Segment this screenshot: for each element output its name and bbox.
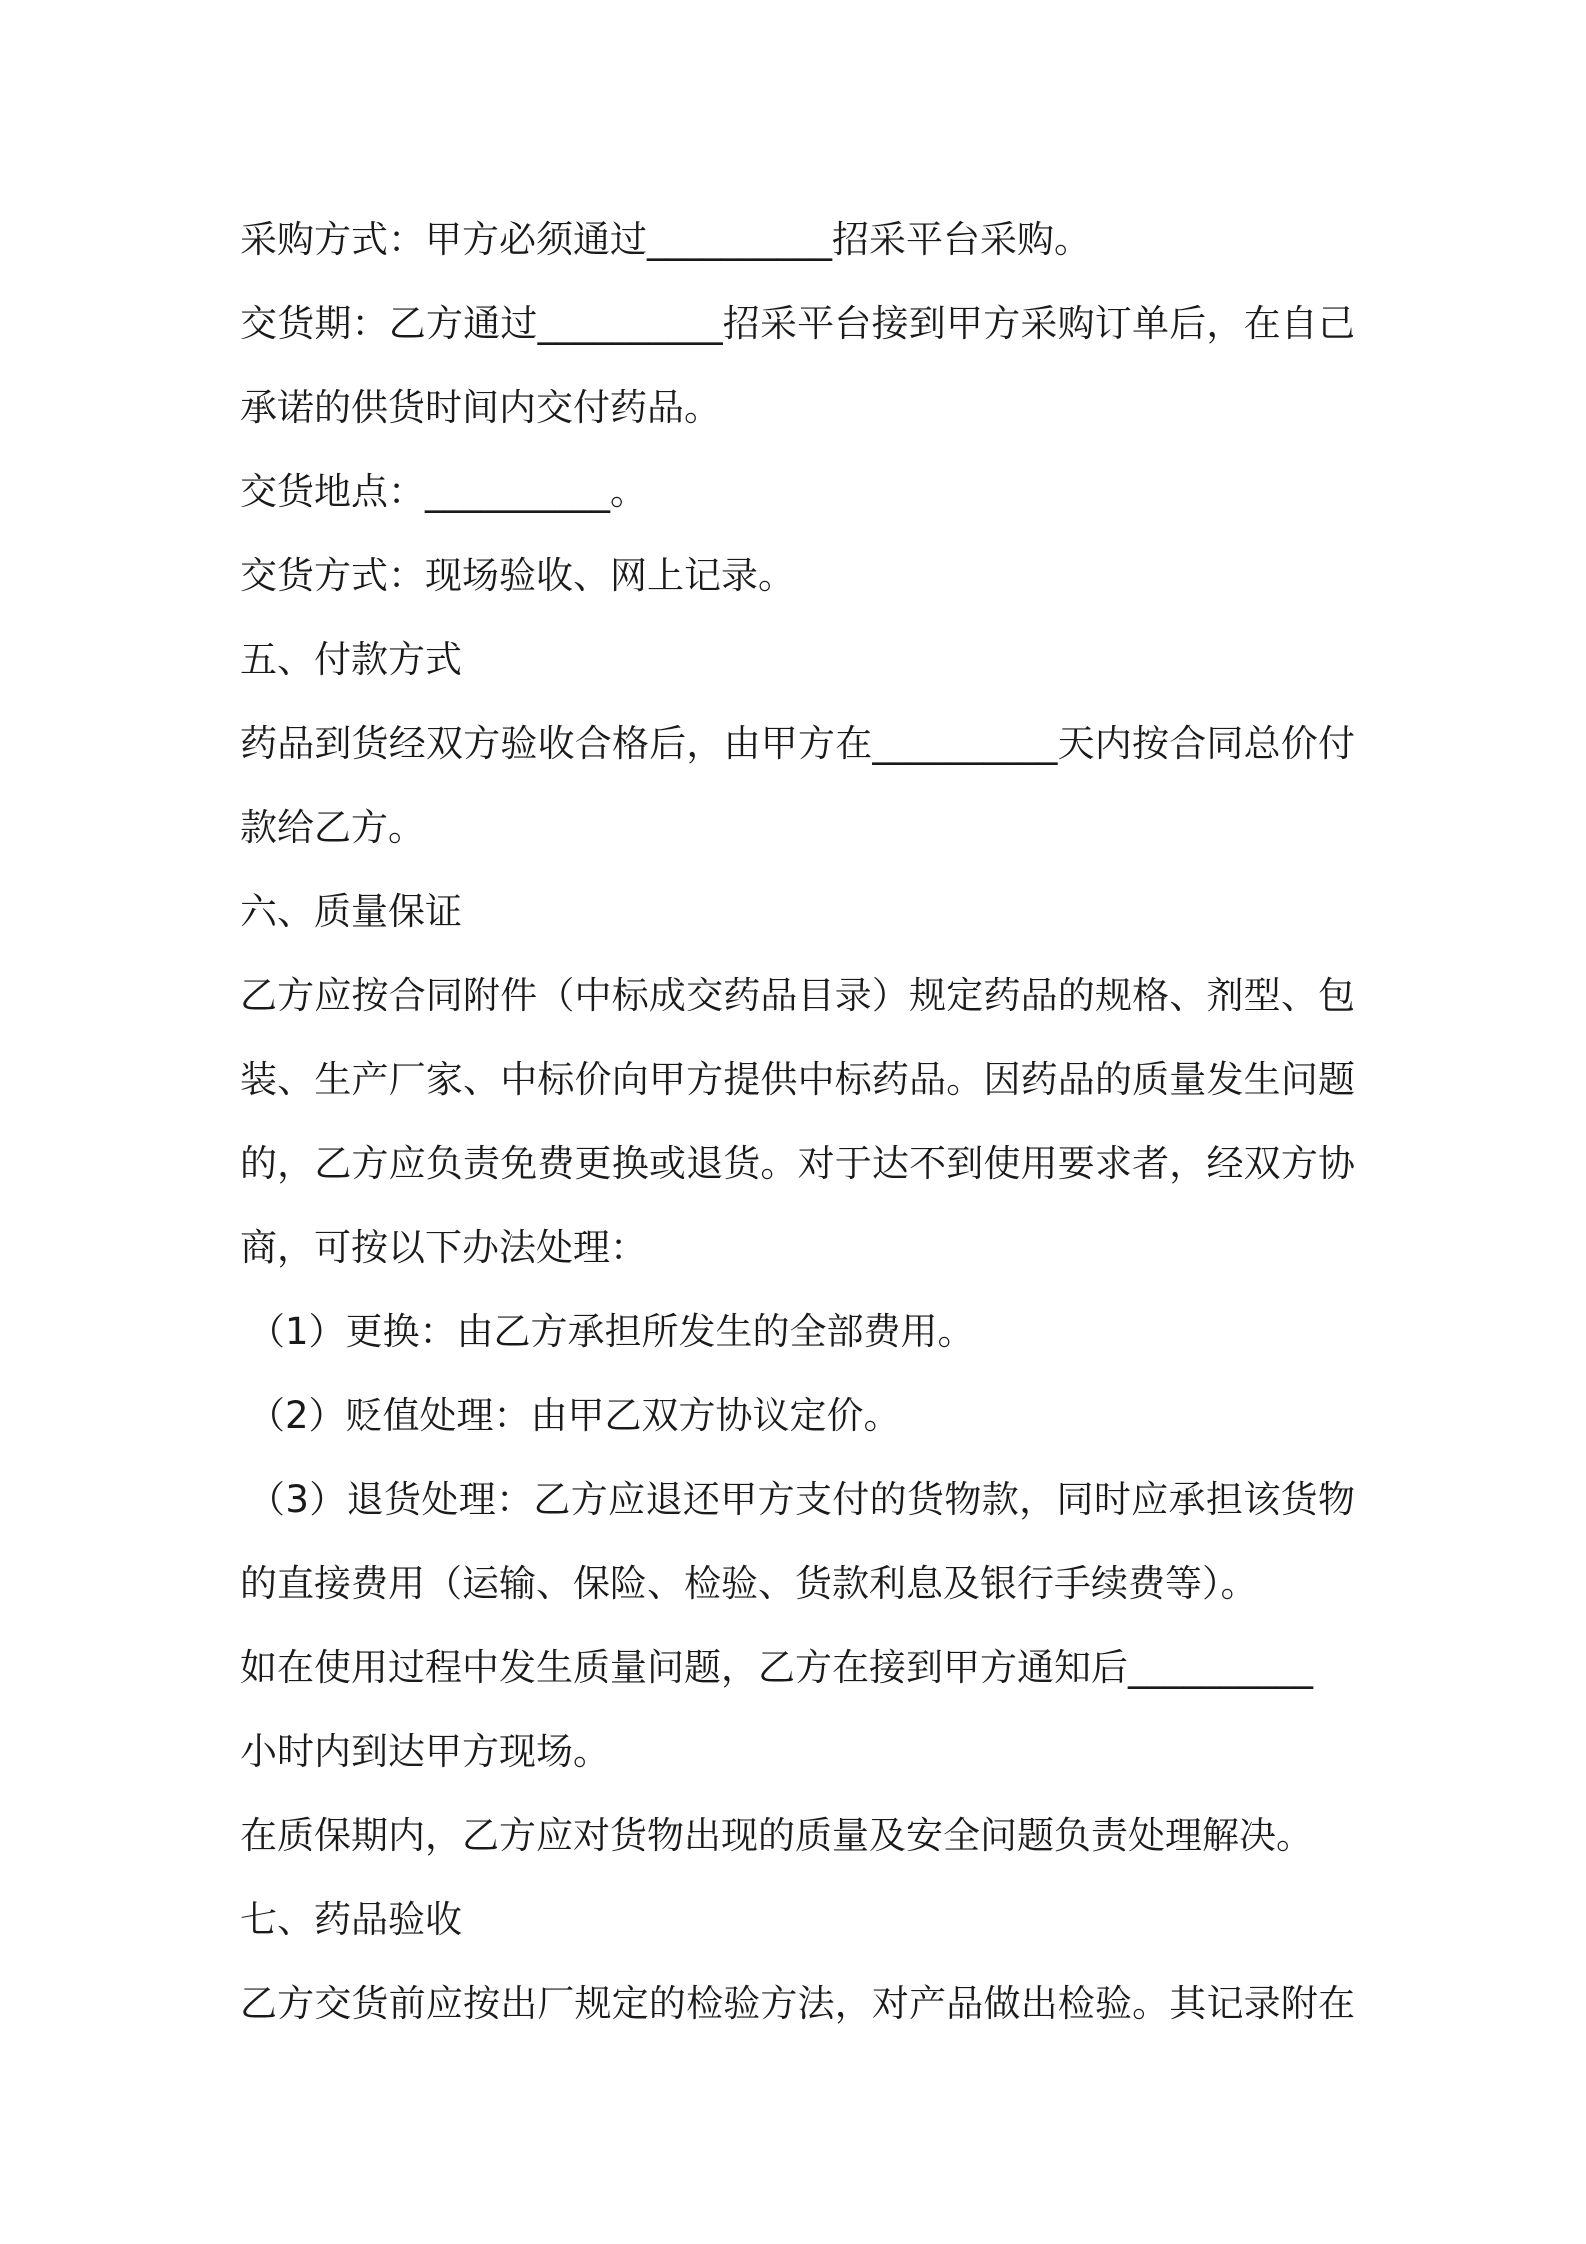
list-item-depreciation: （2）贬值处理：由甲乙双方协议定价。 (248, 1394, 901, 1437)
list-item-replace: （1）更换：由乙方承担所发生的全部费用。 (248, 1310, 975, 1353)
text-line-quality-2: 装、生产厂家、中标价向甲方提供中标药品。因药品的质量发生问题 (240, 1058, 1355, 1101)
list-item-return-cont: 的直接费用（运输、保险、检验、货款利息及银行手续费等）。 (240, 1562, 1258, 1605)
text-line-delivery-location: 交货地点：__________。 (240, 470, 647, 513)
text-line-quality-1: 乙方应按合同附件（中标成交药品目录）规定药品的规格、剂型、包 (240, 974, 1355, 1017)
text-line-onsite-response: 如在使用过程中发生质量问题，乙方在接到甲方通知后__________ (240, 1646, 1313, 1689)
text-line-delivery-period: 交货期：乙方通过__________招采平台接到甲方采购订单后，在自己 (240, 302, 1355, 345)
text-line-payment-cont: 款给乙方。 (240, 806, 425, 849)
section-heading-quality: 六、质量保证 (240, 890, 462, 933)
text-line-onsite-response-cont: 小时内到达甲方现场。 (240, 1730, 610, 1773)
text-line-warranty: 在质保期内，乙方应对货物出现的质量及安全问题负责处理解决。 (240, 1814, 1313, 1857)
text-line-acceptance: 乙方交货前应按出厂规定的检验方法，对产品做出检验。其记录附在 (240, 1982, 1355, 2025)
text-line-payment: 药品到货经双方验收合格后，由甲方在__________天内按合同总价付 (240, 722, 1355, 765)
document-body (240, 198, 1355, 2046)
section-heading-acceptance: 七、药品验收 (240, 1898, 462, 1941)
text-line-purchase-method: 采购方式：甲方必须通过__________招采平台采购。 (240, 218, 1091, 261)
text-line-delivery-period-cont: 承诺的供货时间内交付药品。 (240, 386, 721, 429)
section-heading-payment: 五、付款方式 (240, 638, 462, 681)
list-item-return: （3）退货处理：乙方应退还甲方支付的货物款，同时应承担该货物 (248, 1478, 1355, 1521)
text-line-delivery-method: 交货方式：现场验收、网上记录。 (240, 554, 795, 597)
text-line-quality-4: 商，可按以下办法处理： (240, 1226, 647, 1269)
text-line-quality-3: 的，乙方应负责免费更换或退货。对于达不到使用要求者，经双方协 (240, 1142, 1355, 1185)
